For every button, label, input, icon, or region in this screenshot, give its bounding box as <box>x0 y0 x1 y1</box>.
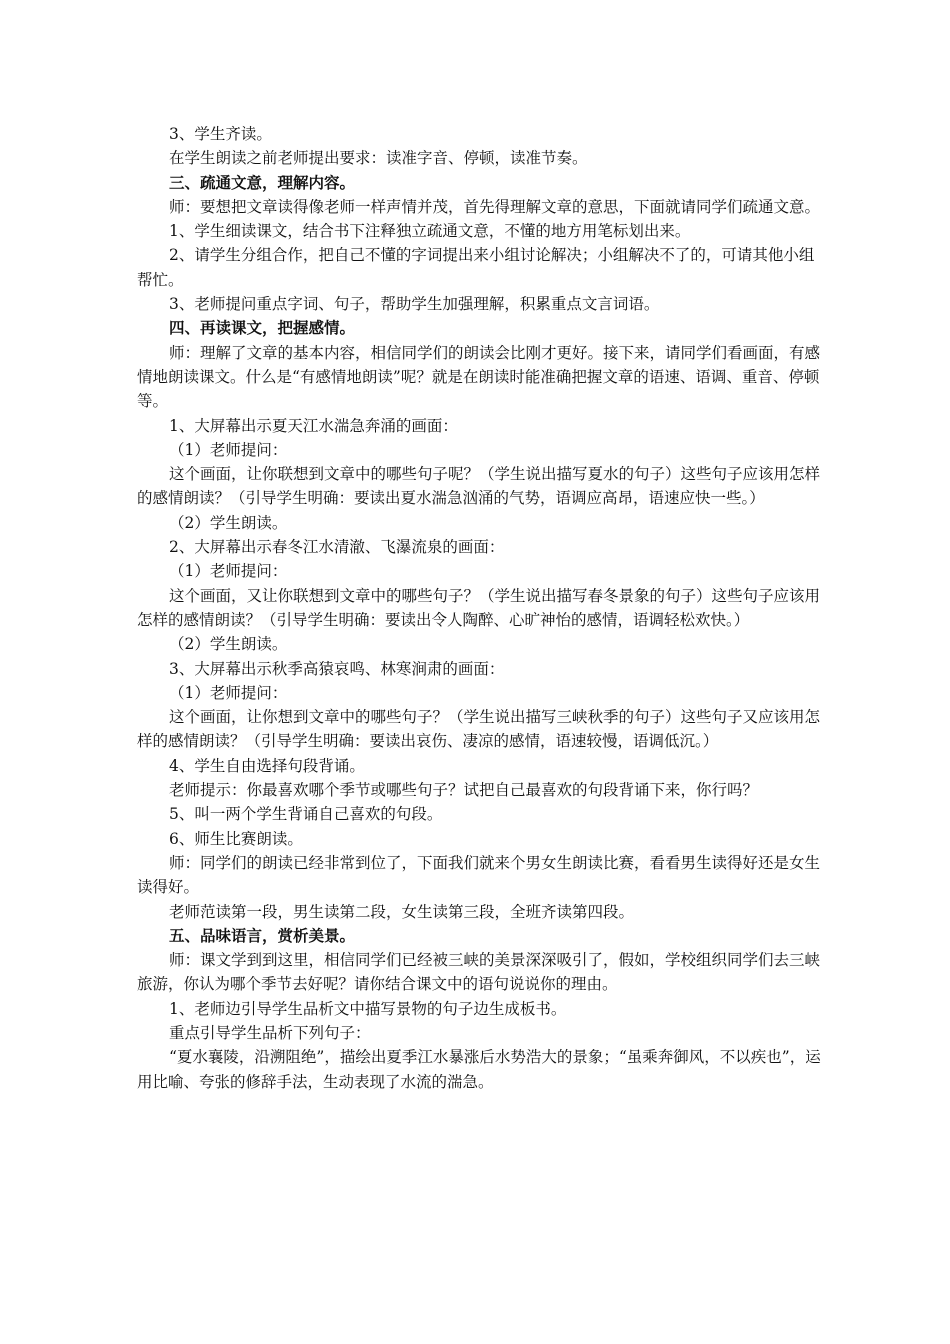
paragraph: 师：要想把文章读得像老师一样声情并茂，首先得理解文章的意思，下面就请同学们疏通文意。 <box>169 197 821 216</box>
paragraph: 1、大屏幕出示夏天江水湍急奔涌的画面： <box>169 416 458 435</box>
paragraph: 6、师生比赛朗读。 <box>169 829 303 848</box>
paragraph: （1）老师提问： <box>169 683 288 702</box>
document-body <box>137 122 827 1094</box>
paragraph: 这个画面，又让你联想到文章中的哪些句子？（学生说出描写春冬景象的句子）这些句子应该用怎样的感情朗读？（引导学生明确：要读出令人陶醉、心旷神怡的感情，语调轻松欢快。） <box>137 586 821 629</box>
paragraph: 老师提示：你最喜欢哪个季节或哪些句子？试把自己最喜欢的句段背诵下来，你行吗？ <box>169 781 759 800</box>
paragraph: 3、老师提问重点字词、句子，帮助学生加强理解，积累重点文言词语。 <box>169 295 660 314</box>
paragraph: 这个画面，让你想到文章中的哪些句子？（学生说出描写三峡秋季的句子）这些句子又应该用怎样的感情朗读？（引导学生明确：要读出哀伤、凄凉的感情，语速较慢，语调低沉。） <box>137 708 821 751</box>
paragraph: 1、老师边引导学生品析文中描写景物的句子边生成板书。 <box>169 999 567 1018</box>
paragraph: 2、请学生分组合作，把自己不懂的字词提出来小组讨论解决；小组解决不了的，可请其他小组帮忙。 <box>137 246 815 289</box>
paragraph: （2）学生朗读。 <box>169 635 288 654</box>
paragraph: 3、学生齐读。 <box>169 125 272 143</box>
section-heading: 四、再读课文，把握感情。 <box>169 318 356 338</box>
paragraph: 师：课文学到到这里，相信同学们已经被三峡的美景深深吸引了，假如，学校组织同学们去三峡旅游，你认为哪个季节去好呢？请你结合课文中的语句说说你的理由。 <box>137 951 821 994</box>
paragraph: 在学生朗读之前老师提出要求：读准字音、停顿，读准节奏。 <box>169 149 588 168</box>
paragraph: “夏水襄陵，沿溯阻绝”，描绘出夏季江水暴涨后水势浩大的景象；“虽乘奔御风，不以疾也”，运用比喻、夸张的修辞手法，生动表现了水流的湍急。 <box>137 1048 821 1091</box>
paragraph: （1）老师提问： <box>169 562 288 581</box>
paragraph: （1）老师提问： <box>169 440 288 459</box>
paragraph: 师：理解了文章的基本内容，相信同学们的朗读会比刚才更好。接下来，请同学们看画面，有感情地朗读课文。什么是“有感情地朗读”呢？就是在朗读时能准确把握文章的语速、语调、重音、停顿等。 <box>137 343 821 411</box>
paragraph: 3、大屏幕出示秋季高猿哀鸣、林寒涧肃的画面： <box>169 659 505 678</box>
paragraph: 老师范读第一段，男生读第二段，女生读第三段，全班齐读第四段。 <box>169 902 635 921</box>
section-heading: 五、品味语言，赏析美景。 <box>169 925 356 945</box>
paragraph: （2）学生朗读。 <box>169 513 288 532</box>
paragraph: 5、叫一两个学生背诵自己喜欢的句段。 <box>169 805 443 824</box>
paragraph: 这个画面，让你联想到文章中的哪些句子呢？（学生说出描写夏水的句子）这些句子应该用怎样的感情朗读？（引导学生明确：要读出夏水湍急汹涌的气势，语调应高昂，语速应快一些。） <box>137 465 821 508</box>
section-heading: 三、疏通文意，理解内容。 <box>169 172 356 192</box>
paragraph: 4、学生自由选择句段背诵。 <box>169 756 365 775</box>
paragraph: 重点引导学生品析下列句子： <box>169 1023 371 1042</box>
paragraph: 师：同学们的朗读已经非常到位了，下面我们就来个男女生朗读比赛，看看男生读得好还是女生读得好。 <box>137 853 821 897</box>
paragraph: 1、学生细读课文，结合书下注释独立疏通文意，不懂的地方用笔标划出来。 <box>169 222 691 241</box>
paragraph: 2、大屏幕出示春冬江水清澈、飞瀑流泉的画面： <box>169 538 505 557</box>
